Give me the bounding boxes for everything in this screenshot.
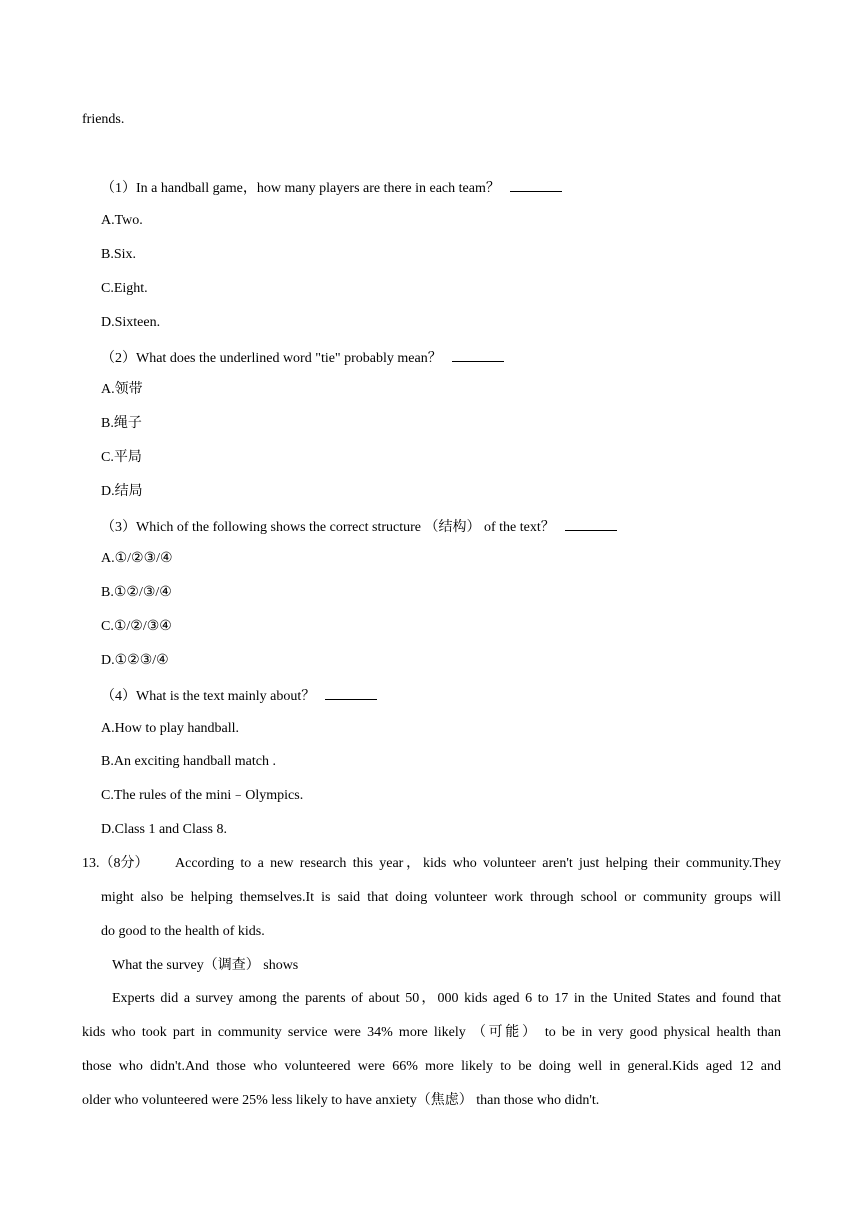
answer-blank-2[interactable] [452, 347, 504, 362]
q4-option-b: B.An exciting handball match . [101, 754, 276, 769]
q13-subtitle: What the survey（调查） shows [112, 958, 299, 973]
question-1-text: （1）In a handball game，how many players are there in each team？ [101, 181, 500, 196]
question-4-text: （4）What is the text mainly about？ [101, 689, 316, 704]
answer-blank-3[interactable] [565, 516, 617, 531]
q2-option-c: C.平局 [101, 450, 142, 465]
q3-option-d: D.①②③/④ [101, 653, 169, 668]
q13-paragraph-line-4: older who volunteered were 25% less likely to have anxiety（焦虑） than those who didn't. [82, 1093, 600, 1108]
question-1-stem [101, 177, 562, 199]
q1-option-c: C.Eight. [101, 281, 148, 296]
q3-option-c: C.①/②/③④ [101, 619, 172, 634]
q13-paragraph-line-1: Experts did a survey among the parents of about 50，000 kids aged 6 to 17 in the United States and found that [112, 991, 781, 1006]
q4-option-d: D.Class 1 and Class 8. [101, 822, 227, 837]
q13-passage-line-3: do good to the health of kids. [101, 924, 265, 939]
question-2-stem [101, 347, 504, 369]
question-2-text: （2）What does the underlined word "tie" probably mean？ [101, 351, 442, 366]
q4-option-c: C.The rules of the mini﹣Olympics. [101, 788, 304, 803]
question-3-stem [101, 516, 617, 538]
q1-option-d: D.Sixteen. [101, 315, 161, 330]
answer-blank-1[interactable] [510, 177, 562, 192]
q13-passage-line-1: According to a new research this year，kids who volunteer aren't just helping their community.They [175, 856, 781, 871]
q13-passage-line-2: might also be helping themselves.It is said that doing volunteer work through school or community groups will [101, 890, 781, 905]
q1-option-b: B.Six. [101, 247, 137, 262]
q13-paragraph-line-2: kids who took part in community service were 34% more likely （可能） to be in very good physical health than [82, 1025, 781, 1040]
q13-paragraph-line-3: those who didn't.And those who volunteered were 66% more likely to be doing well in general.Kids aged 12 and [82, 1059, 781, 1074]
q3-option-a: A.①/②③/④ [101, 551, 173, 566]
q3-option-b: B.①②/③/④ [101, 585, 172, 600]
q2-option-d: D.结局 [101, 484, 143, 499]
q1-option-a: A.Two. [101, 213, 143, 228]
question-4-stem [101, 685, 377, 707]
answer-blank-4[interactable] [325, 685, 377, 700]
q2-option-a: A.领带 [101, 382, 143, 397]
question-3-text: （3）Which of the following shows the correct structure （结构） of the text？ [101, 520, 555, 535]
q2-option-b: B.绳子 [101, 416, 142, 431]
q4-option-a: A.How to play handball. [101, 721, 240, 736]
passage-tail: friends. [82, 112, 125, 127]
question-13-number: 13.（8分） [82, 856, 149, 871]
